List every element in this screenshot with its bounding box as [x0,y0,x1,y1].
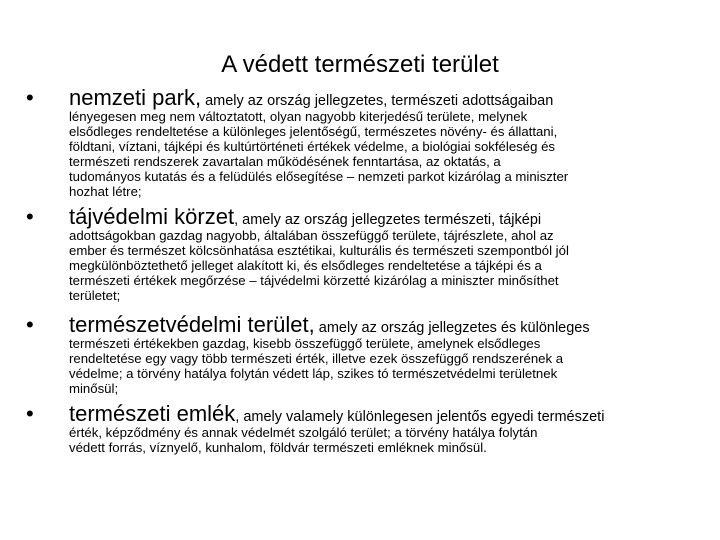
bullet-line: érték, képződmény és annak védelmét szolgáló terület; a törvény hatálya folytán [69,425,538,440]
bullet-dot: • [26,401,34,426]
bullet-first-line [69,403,686,425]
bullet-line: természeti értékek megőrzése – tájvédelmi körzetté kizárólag a miniszter minősíthet [69,273,559,288]
bullet-dot: • [26,204,34,229]
bullet-line: területet; [69,288,121,303]
bullet-line: megkülönböztethető jelleget alakított ki, és elsődleges rendeltetése a tájképi és a [69,258,542,273]
bullet-line: hozhat létre; [69,184,142,199]
bullet-term: természeti emlék [69,401,236,426]
bullet-dot: • [26,312,34,337]
bullet-line: földtani, víztani, tájképi és kultúrtörténeti értékek védelme, a biológiai sokféleség és [69,139,556,154]
bullet-dot: • [26,85,34,110]
bullet-term: természetvédelmi terület, [69,312,315,337]
bullet-item-termeszeti-emlek [26,403,686,455]
bullet-lead: , amely valamely különlegesen jelentős egyedi természeti [235,409,605,425]
slide-title: A védett természeti terület [221,51,499,79]
bullet-line: adottságokban gazdag nagyobb, általában összefüggő területe, tájrészlete, ahol az [69,228,554,243]
bullet-first-line [69,87,686,109]
bullet-body [69,314,686,396]
bullet-lead: , amely az ország jellegzetes természeti, tájképi [234,212,542,228]
bullet-line: elsődleges rendeltetése a különleges jelentőségű, természetes növény- és állattani, [69,124,558,139]
bullet-first-line [69,314,686,336]
bullet-line: természeti értékekben gazdag, kisebb összefüggő területe, amelynek elsődleges [69,336,541,351]
bullet-line: lényegesen meg nem változtatott, olyan nagyobb kiterjedésű területe, melynek [69,109,528,124]
bullet-line: ember és természet kölcsönhatása esztétikai, kulturális és természeti szempontból jól [69,243,569,258]
bullet-line: minősül; [69,381,119,396]
bullet-term: tájvédelmi körzet [69,204,235,229]
bullet-first-line [69,206,686,228]
bullet-line: védett forrás, víznyelő, kunhalom, földvár természeti emléknek minősül. [69,440,487,455]
bullet-item-nemzeti-park [26,87,686,199]
bullet-body [69,206,686,303]
bullet-body [69,87,686,199]
bullet-body [69,403,686,455]
bullet-line: rendeltetése egy vagy több természeti érték, illetve ezek összefüggő rendszerének a [69,351,564,366]
bullet-term: nemzeti park, [69,85,202,110]
bullet-item-tajvedelmi-korzet [26,206,686,303]
bullet-line: védelme; a törvény hatálya folytán védett láp, szikes tó természetvédelmi területnek [69,366,558,381]
bullet-item-termeszetvedelmi-terulet [26,314,686,396]
bullet-line: tudományos kutatás és a felüdülés elősegítése – nemzeti parkot kizárólag a miniszter [69,169,569,184]
bullet-lead: amely az ország jellegzetes, természeti adottságaiban [201,93,554,109]
bullet-line: természeti rendszerek zavartalan működésének fenntartása, az oktatás, a [69,154,501,169]
bullet-lead: amely az ország jellegzetes és különleges [314,320,590,336]
